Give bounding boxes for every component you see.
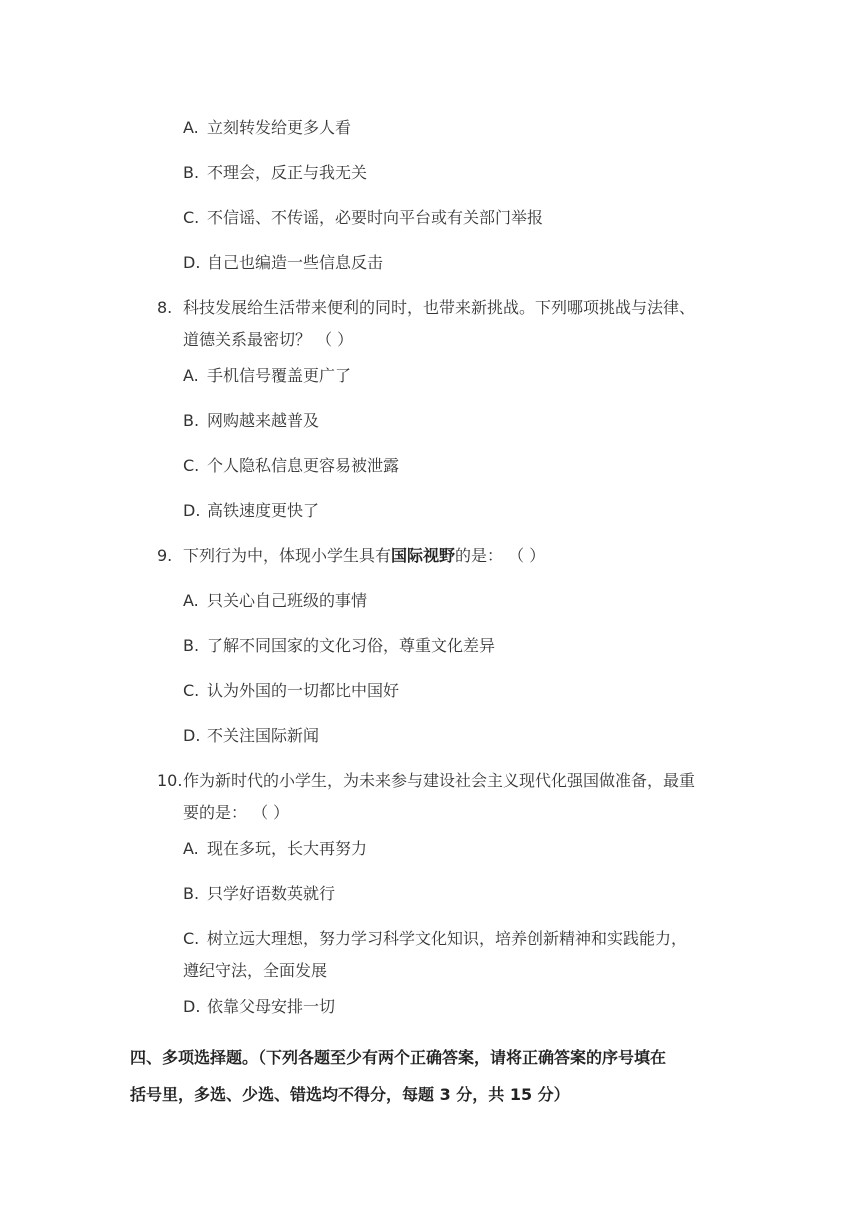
q8-option-b: B. 网购越来越普及	[183, 411, 320, 430]
q10-option-c-continued: 遵纪守法，全面发展	[183, 961, 328, 980]
section-4-heading-line2: 括号里，多选、少选、错选均不得分，每题 3 分，共 15 分）	[130, 1085, 570, 1104]
q9-number: 9.	[157, 546, 173, 565]
q10-number: 10.	[157, 771, 183, 790]
q9-text: 下列行为中，体现小学生具有国际视野的是： （ ）	[183, 546, 546, 565]
q9-option-d: D. 不关注国际新闻	[183, 726, 320, 745]
q9-keyword: 国际视野	[391, 546, 456, 565]
q10-text-line2: 要的是： （ ）	[183, 803, 290, 822]
q7-option-a: A. 立刻转发给更多人看	[183, 118, 352, 137]
q8-number: 8.	[157, 298, 173, 317]
q7-option-b: B. 不理会，反正与我无关	[183, 163, 368, 182]
q10-option-d: D. 依靠父母安排一切	[183, 997, 336, 1016]
q8-option-d: D. 高铁速度更快了	[183, 501, 320, 520]
section-4-heading-line1: 四、多项选择题。（下列各题至少有两个正确答案，请将正确答案的序号填在	[130, 1048, 667, 1067]
q7-option-d: D. 自己也编造一些信息反击	[183, 253, 384, 272]
q9-option-b: B. 了解不同国家的文化习俗，尊重文化差异	[183, 636, 496, 655]
q10-option-c: C. 树立远大理想，努力学习科学文化知识，培养创新精神和实践能力，	[183, 929, 688, 948]
q8-text-line1: 科技发展给生活带来便利的同时，也带来新挑战。下列哪项挑战与法律、	[183, 298, 696, 317]
q9-option-a: A. 只关心自己班级的事情	[183, 591, 368, 610]
q8-option-c: C. 个人隐私信息更容易被泄露	[183, 456, 400, 475]
q10-text-line1: 作为新时代的小学生，为未来参与建设社会主义现代化强国做准备，最重	[183, 771, 696, 790]
q10-option-b: B. 只学好语数英就行	[183, 884, 336, 903]
q8-text-line2: 道德关系最密切？ （ ）	[183, 330, 354, 349]
q9-option-c: C. 认为外国的一切都比中国好	[183, 681, 400, 700]
q10-option-a: A. 现在多玩，长大再努力	[183, 839, 368, 858]
q8-option-a: A. 手机信号覆盖更广了	[183, 366, 352, 385]
q7-option-c: C. 不信谣、不传谣，必要时向平台或有关部门举报	[183, 208, 544, 227]
